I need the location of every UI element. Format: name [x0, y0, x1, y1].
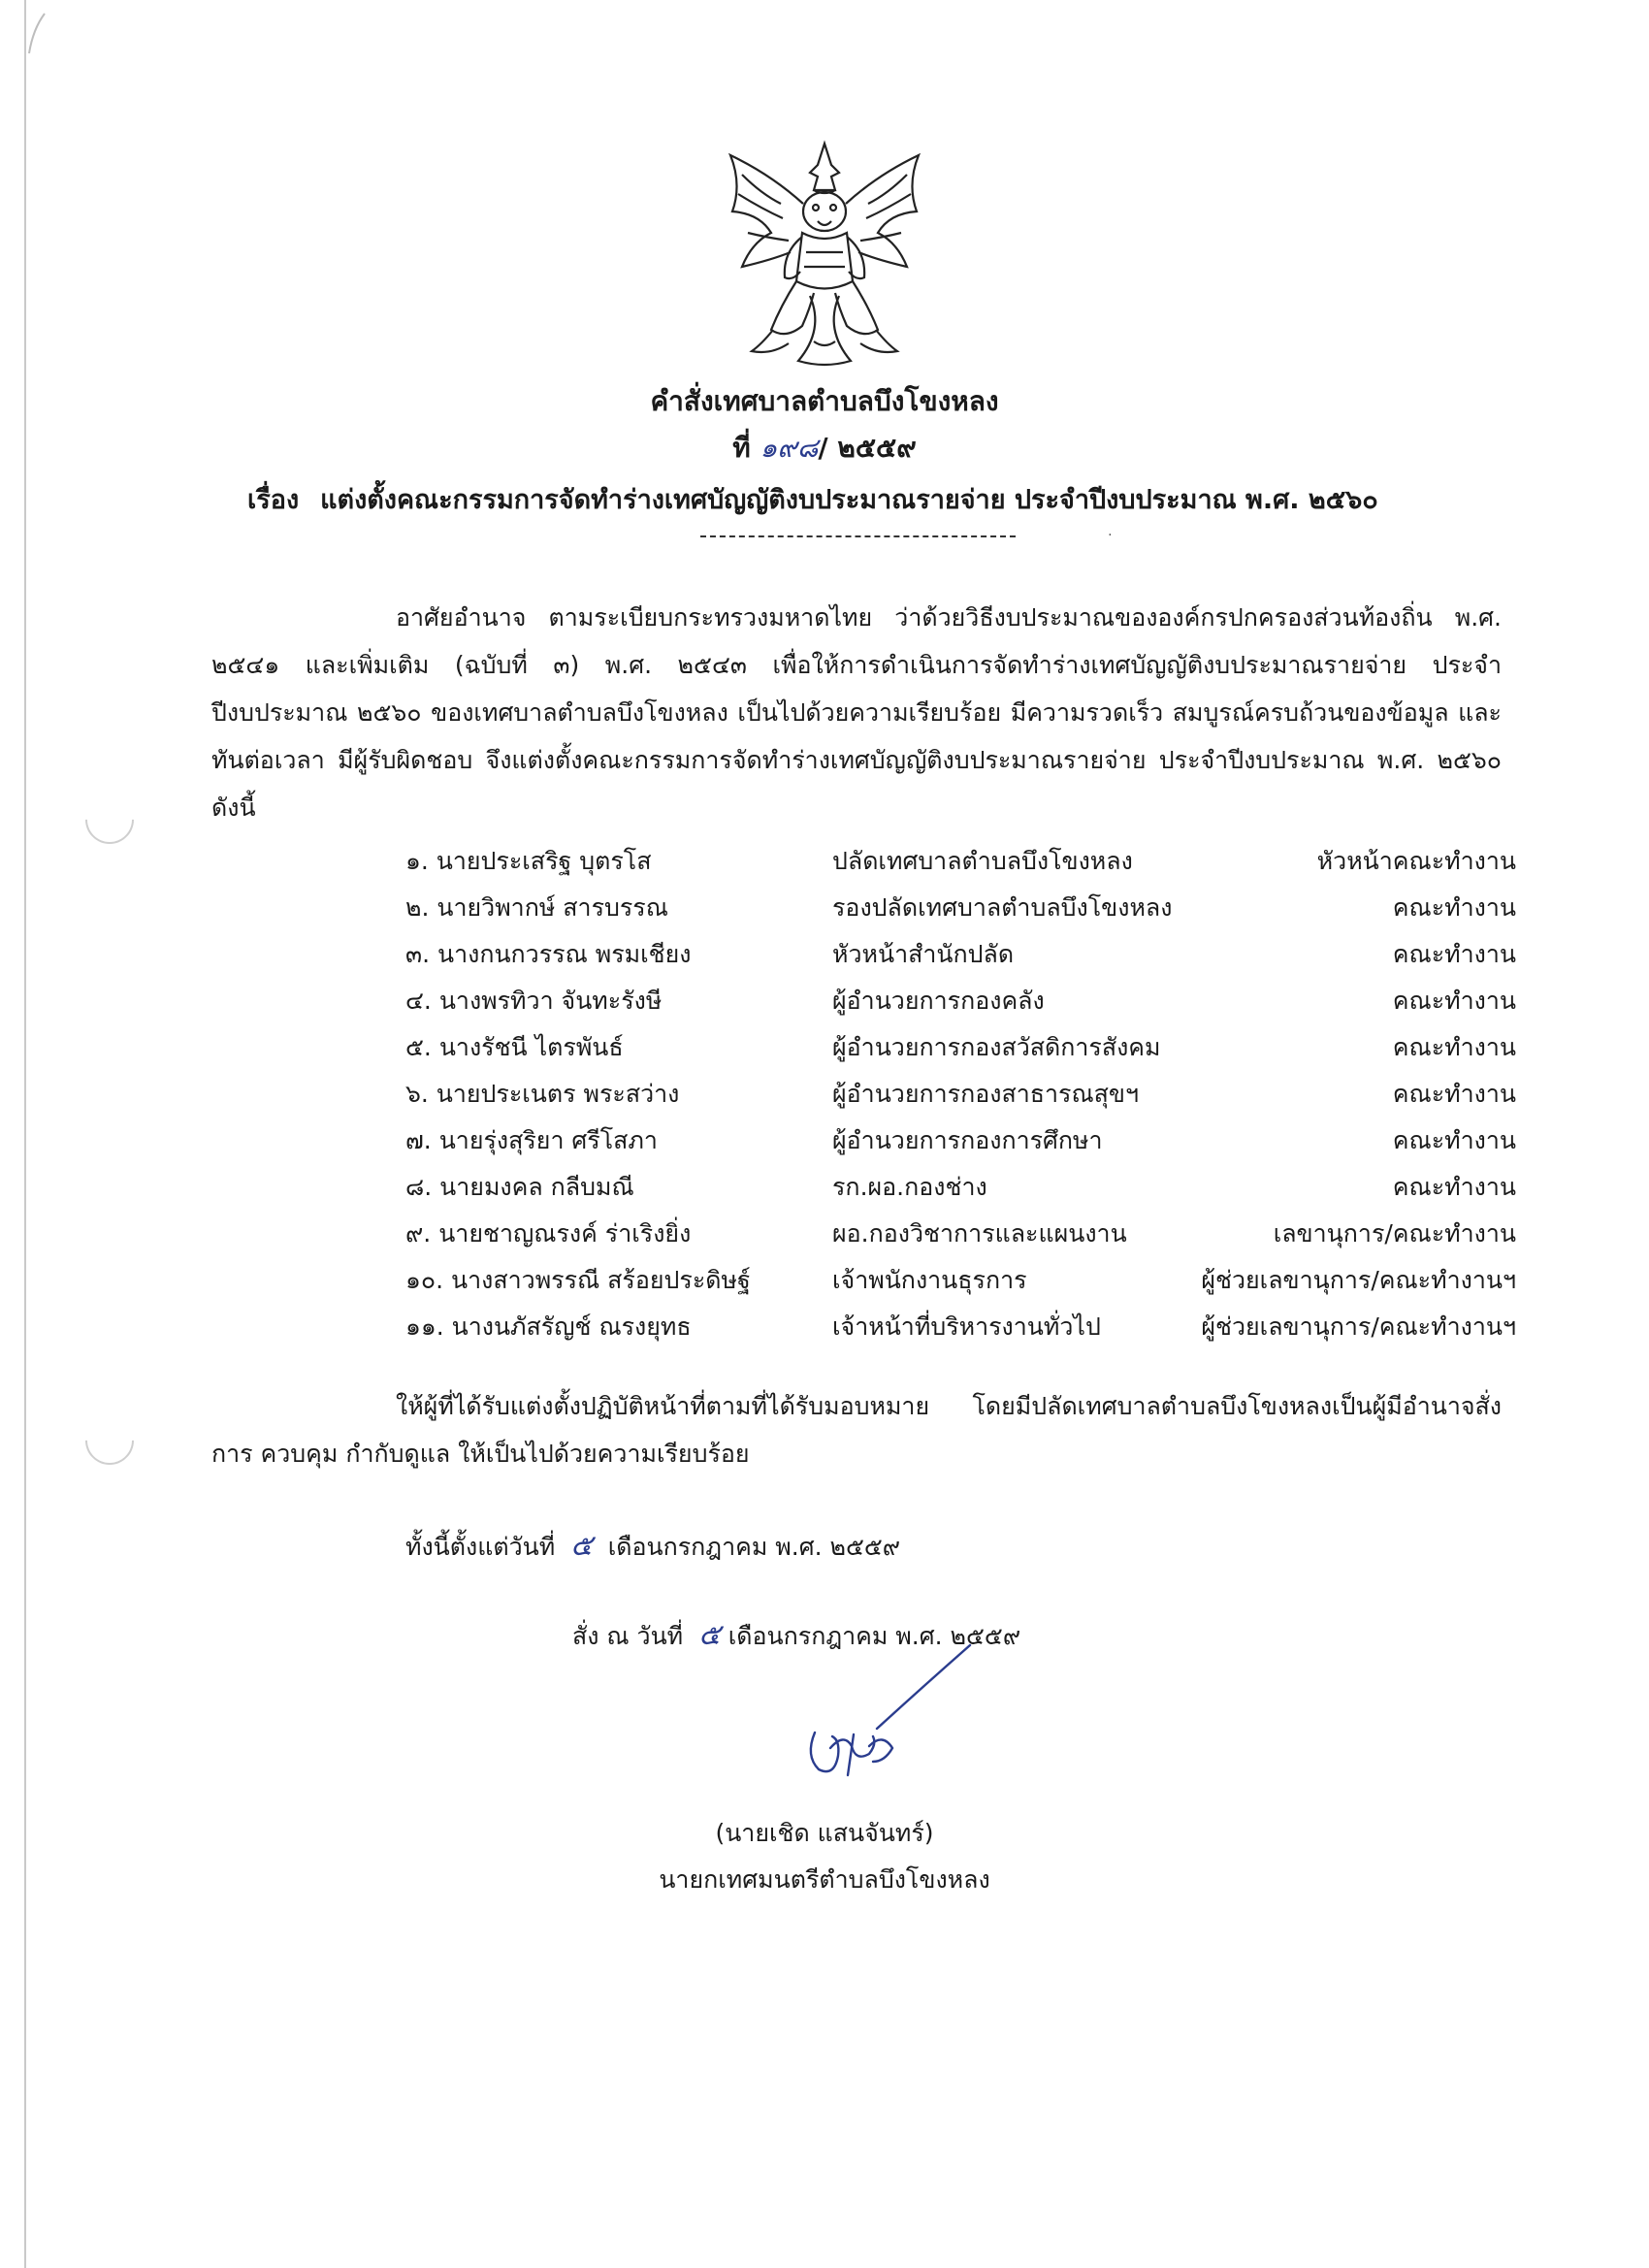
- member-row: [405, 1028, 1516, 1075]
- member-role: คณะทำงาน: [1392, 1080, 1516, 1108]
- member-row: [405, 982, 1516, 1028]
- committee-member-list: [405, 842, 1516, 1354]
- member-role: คณะทำงาน: [1392, 1173, 1516, 1201]
- member-role: คณะทำงาน: [1392, 1033, 1516, 1061]
- member-row: [405, 1075, 1516, 1121]
- effective-date-suffix: เดือนกรกฎาคม พ.ศ. ๒๕๕๙: [607, 1533, 901, 1561]
- authority-paragraph: [211, 594, 1502, 831]
- member-name: ๑๑. นางนภัสรัญช์ ณรงยุทธ: [405, 1312, 692, 1341]
- member-position: เจ้าพนักงานธุรการ: [832, 1266, 1027, 1294]
- member-role: เลขานุการ/คณะทำงาน: [1273, 1219, 1516, 1247]
- punch-hole-mark: [76, 1407, 145, 1475]
- member-position: ผู้อำนวยการกองสวัสดิการสังคม: [832, 1033, 1161, 1061]
- member-position: ผู้อำนวยการกองการศึกษา: [832, 1126, 1103, 1154]
- member-name: ๑๐. นางสาวพรรณี สร้อยประดิษฐ์: [405, 1266, 751, 1294]
- member-position: ปลัดเทศบาลตำบลบึงโขงหลง: [832, 847, 1133, 875]
- order-number-suffix: / ๒๕๕๙: [818, 432, 917, 464]
- signer-title: นายกเทศมนตรีตำบลบึงโขงหลง: [659, 1865, 990, 1894]
- member-row: [405, 842, 1516, 889]
- ordered-date-prefix: สั่ง ณ วันที่: [572, 1622, 684, 1650]
- member-row: [405, 1215, 1516, 1261]
- member-position: รก.ผอ.กองช่าง: [832, 1173, 987, 1201]
- order-number-handwritten: ๑๙๘: [760, 432, 819, 464]
- member-name: ๓. นางกนกวรรณ พรมเชียง: [405, 940, 692, 968]
- member-row: [405, 935, 1516, 982]
- ordered-day-handwritten: ๕: [698, 1618, 721, 1652]
- member-role: คณะทำงาน: [1392, 940, 1516, 968]
- member-role: คณะทำงาน: [1392, 1126, 1516, 1154]
- member-name: ๘. นายมงคล กลีบมณี: [405, 1173, 634, 1201]
- member-row: [405, 1261, 1516, 1308]
- member-position: ผู้อำนวยการกองสาธารณสุขฯ: [832, 1080, 1140, 1108]
- member-row: [405, 1308, 1516, 1354]
- handwritten-signature: [776, 1639, 980, 1795]
- effective-date: [405, 1523, 900, 1569]
- member-position: รองปลัดเทศบาลตำบลบึงโขงหลง: [832, 893, 1173, 922]
- member-role: คณะทำงาน: [1392, 893, 1516, 922]
- member-name: ๙. นายชาญณรงค์ ร่าเริงยิ่ง: [405, 1219, 692, 1247]
- scan-edge-line: [24, 0, 26, 2268]
- member-row: [405, 889, 1516, 935]
- scan-corner-mark: [19, 10, 48, 58]
- garuda-emblem-icon: [713, 136, 936, 378]
- order-subject: [247, 478, 1508, 520]
- order-title: คำสั่งเทศบาลตำบลบึงโขงหลง: [650, 385, 999, 417]
- effective-day-handwritten: ๕: [570, 1529, 593, 1563]
- member-name: ๖. นายประเนตร พระสว่าง: [405, 1080, 680, 1108]
- duty-paragraph-text: ให้ผู้ที่ได้รับแต่งตั้งปฏิบัติหน้าที่ตามที่ได้รับมอบหมาย โดยมีปลัดเทศบาลตำบลบึงโขงหลงเป็นผู้มีอำนาจสั่งการ ควบคุม กำกับดูแล ให้เป็นไปด้วยความเรียบร้อย: [211, 1392, 1502, 1468]
- member-row: [405, 1168, 1516, 1215]
- punch-hole-mark: [76, 786, 145, 855]
- effective-date-prefix: ทั้งนี้ตั้งแต่วันที่: [405, 1533, 556, 1561]
- order-number: [0, 427, 1649, 470]
- member-role: ผู้ช่วยเลขานุการ/คณะทำงานฯ: [1201, 1266, 1516, 1294]
- member-name: ๔. นางพรทิวา จันทะรังษี: [405, 987, 663, 1015]
- member-name: ๕. นางรัชนี ไตรพันธ์: [405, 1033, 624, 1061]
- dashed-divider: [700, 535, 1016, 537]
- order-number-prefix: ที่: [732, 432, 751, 464]
- member-position: ผอ.กองวิชาการและแผนงาน: [832, 1219, 1127, 1247]
- subject-label: เรื่อง: [247, 485, 300, 515]
- member-position: ผู้อำนวยการกองคลัง: [832, 987, 1045, 1015]
- member-row: [405, 1121, 1516, 1168]
- authority-paragraph-text: อาศัยอำนาจ ตามระเบียบกระทรวงมหาดไทย ว่าด้วยวิธีงบประมาณขององค์กรปกครองส่วนท้องถิ่น พ.ศ. ๒๕๔๑ และเพิ่มเติม (ฉบับที่ ๓) พ.ศ. ๒๕๔๓ เพื่อให้การดำเนินการจัดทำร่างเทศบัญญัติงบประมาณรายจ่าย ประจำปีงบประมาณ ๒๕๖๐ ของเทศบาลตำบลบึงโขงหลง เป็นไปด้วยความเรียบร้อย มีความรวดเร็ว สมบูรณ์ครบถ้วนของข้อมูล และทันต่อเวลา มีผู้รับผิดชอบ จึงแต่งตั้งคณะกรรมการจัดทำร่างเทศบัญญัติงบประมาณรายจ่าย ประจำปีงบประมาณ พ.ศ. ๒๕๖๐ ดังนี้: [211, 603, 1502, 822]
- member-name: ๑. นายประเสริฐ บุตรโส: [405, 847, 652, 875]
- ordered-date-suffix: เดือนกรกฎาคม พ.ศ. ๒๕๕๙: [728, 1622, 1021, 1650]
- signer-name: (นายเชิด แสนจันทร์): [715, 1819, 934, 1847]
- subject-text: แต่งตั้งคณะกรรมการจัดทำร่างเทศบัญญัติงบประมาณรายจ่าย ประจำปีงบประมาณ พ.ศ. ๒๕๖๐: [320, 485, 1378, 515]
- member-position: หัวหน้าสำนักปลัด: [832, 940, 1015, 968]
- member-position: เจ้าหน้าที่บริหารงานทั่วไป: [832, 1312, 1101, 1341]
- member-role: ผู้ช่วยเลขานุการ/คณะทำงานฯ: [1201, 1312, 1516, 1341]
- member-name: ๗. นายรุ่งสุริยา ศรีโสภา: [405, 1126, 658, 1154]
- member-name: ๒. นายวิพากษ์ สารบรรณ: [405, 893, 668, 922]
- stray-mark: ․: [1108, 524, 1113, 539]
- member-role: หัวหน้าคณะทำงาน: [1316, 847, 1516, 875]
- duty-paragraph: [211, 1382, 1502, 1477]
- member-role: คณะทำงาน: [1392, 987, 1516, 1015]
